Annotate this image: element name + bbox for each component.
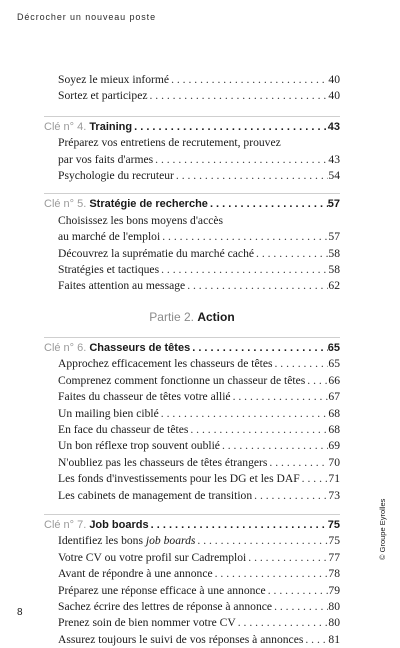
toc-entry-label: Un bon réflexe trop souvent oublié — [58, 439, 220, 453]
label-emphasis: job boards — [145, 534, 196, 548]
toc-entry — [44, 488, 340, 504]
dot-leader — [149, 517, 328, 533]
toc-entry-label: Faites du chasseur de têtes votre allié — [58, 390, 231, 404]
key-title: Stratégie de recherche — [89, 198, 208, 211]
toc-entry-page: 65 — [328, 357, 340, 371]
dot-leader — [220, 438, 328, 454]
key-prefix: Clé n° 6. — [44, 341, 87, 354]
toc-entry — [44, 262, 340, 278]
page-number: 8 — [17, 607, 23, 618]
toc-entry-page: 40 — [328, 89, 340, 103]
key-4-heading — [44, 119, 340, 135]
toc-entry-page: 80 — [328, 599, 340, 613]
dot-leader — [236, 615, 329, 631]
part-name: Action — [197, 309, 235, 324]
toc-entry — [44, 599, 340, 615]
toc-entry-page: 40 — [328, 73, 340, 86]
dot-leader — [272, 599, 328, 615]
toc-entry-page: 69 — [328, 439, 340, 453]
dot-leader — [190, 340, 328, 356]
toc-entry-label: Sachez écrire des lettres de réponse à annonce — [58, 599, 273, 613]
dot-leader — [267, 455, 328, 471]
toc-entry — [44, 632, 340, 648]
dot-leader — [185, 278, 328, 294]
toc-entry-page: 68 — [328, 406, 340, 420]
dot-leader — [300, 471, 329, 487]
toc-entry-label: Préparez une réponse efficace à une annonce — [58, 583, 266, 597]
dot-leader — [303, 632, 328, 648]
dot-leader — [254, 246, 328, 262]
toc-entry-page: 80 — [328, 616, 340, 630]
dot-leader — [153, 152, 328, 168]
dot-leader — [266, 583, 329, 599]
toc-entry-page: 43 — [328, 152, 340, 166]
key-5-heading — [44, 196, 340, 212]
dot-leader — [147, 88, 328, 104]
dot-leader — [159, 406, 329, 422]
dot-leader — [160, 229, 328, 245]
toc-entry-page: 58 — [328, 263, 340, 277]
toc-entry — [44, 229, 340, 245]
toc-entry-page: 58 — [328, 246, 340, 260]
toc-entry-label: Psychologie du recruteur — [58, 169, 174, 183]
section-divider — [44, 116, 340, 117]
toc-entry-label: Comprenez comment fonctionne un chasseur de têtes — [58, 373, 306, 387]
toc-entry-page: 79 — [328, 583, 340, 597]
part-prefix: Partie 2. — [149, 309, 194, 324]
toc-entry-page: 54 — [328, 169, 340, 183]
toc-entry — [44, 615, 340, 631]
toc-entry-page: 78 — [328, 567, 340, 581]
dot-leader — [273, 356, 329, 372]
running-header: Décrocher un nouveau poste — [17, 12, 156, 22]
dot-leader — [305, 373, 328, 389]
label-text: Identifiez les bons — [58, 534, 146, 548]
toc-entry-label: Avant de répondre à une annonce — [58, 567, 213, 581]
toc-entry-label: Soyez le mieux informé — [58, 73, 170, 86]
toc-entry — [44, 168, 340, 184]
key-prefix: Clé n° 7. — [44, 518, 87, 531]
section-divider — [44, 337, 340, 338]
toc-entry-label: Un mailing bien ciblé — [58, 406, 159, 420]
toc-entry-page: 67 — [328, 390, 340, 404]
toc-entry-line: Préparez vos entretiens de recrutement, prouvez — [58, 136, 281, 150]
toc-entry — [44, 152, 340, 168]
dot-leader — [188, 422, 328, 438]
dot-leader — [169, 72, 328, 88]
section-divider — [44, 193, 340, 194]
dot-leader — [208, 196, 328, 212]
key-6-heading — [44, 340, 340, 356]
toc-entry — [44, 550, 340, 566]
key-7-heading — [44, 517, 340, 533]
toc-entry-page: 62 — [328, 279, 340, 293]
toc-entry — [44, 455, 340, 471]
toc-entry-page: 81 — [328, 632, 340, 646]
toc-entry-label: Assurez toujours le suivi de vos réponses à annonces — [58, 632, 304, 646]
toc-entry — [44, 583, 340, 599]
toc-entry-label: Votre CV ou votre profil sur Cadremploi — [58, 550, 247, 564]
toc-entry-label: au marché de l'emploi — [58, 230, 161, 244]
key-page: 75 — [327, 518, 340, 531]
toc-entry — [44, 422, 340, 438]
key-page: 65 — [327, 341, 340, 354]
toc-entry-label: Les cabinets de management de transition — [58, 488, 253, 502]
key-page: 43 — [327, 120, 340, 133]
dot-leader — [213, 566, 329, 582]
toc-entry-label: par vos faits d'armes — [58, 152, 154, 166]
toc-entry-page: 77 — [328, 550, 340, 564]
dot-leader — [132, 119, 328, 135]
toc-entry-label: Sortez et participez — [58, 89, 148, 103]
toc-entry-page: 70 — [328, 455, 340, 469]
toc-entry — [44, 406, 340, 422]
toc-entry — [44, 88, 340, 104]
section-divider — [44, 514, 340, 515]
dot-leader — [252, 488, 328, 504]
toc-entry — [44, 373, 340, 389]
toc-entry-label: Faites attention au message — [58, 279, 186, 293]
dot-leader — [174, 168, 329, 184]
toc-entry-page: 73 — [328, 488, 340, 502]
dot-leader — [159, 262, 328, 278]
toc-entry — [44, 533, 340, 549]
toc-entry — [44, 471, 340, 487]
key-prefix: Clé n° 4. — [44, 120, 87, 133]
toc-entry-label: N'oubliez pas les chasseurs de têtes étrangers — [58, 455, 268, 469]
toc-entry-label: En face du chasseur de têtes — [58, 422, 189, 436]
toc-entry — [44, 72, 340, 88]
toc-entry-page: 57 — [328, 230, 340, 244]
toc-entry-page: 75 — [328, 534, 340, 548]
toc-entry — [44, 566, 340, 582]
toc-entry-line: Choisissez les bons moyens d'accès — [58, 213, 224, 227]
toc-entry-label: Les fonds d'investissements pour les DG et les DAF — [58, 472, 300, 486]
toc-entry — [44, 389, 340, 405]
toc-entry — [44, 356, 340, 372]
key-title: Chasseurs de têtes — [89, 341, 191, 354]
key-prefix: Clé n° 5. — [44, 198, 87, 211]
toc-entry-label: Prenez soin de bien nommer votre CV — [58, 616, 236, 630]
toc-entry-label: Découvrez la suprématie du marché caché — [58, 246, 255, 260]
part-heading — [44, 309, 340, 325]
copyright-notice: © Groupe Eyrolles — [378, 498, 387, 560]
toc-entry-label: Approchez efficacement les chasseurs de têtes — [58, 357, 273, 371]
toc-entry — [44, 438, 340, 454]
toc-entry-page: 66 — [328, 373, 340, 387]
key-page: 57 — [327, 198, 340, 211]
toc-entry-page: 68 — [328, 422, 340, 436]
toc-entry — [44, 246, 340, 262]
dot-leader — [246, 550, 328, 566]
toc-entry — [44, 278, 340, 294]
dot-leader — [231, 389, 329, 405]
toc-entry-label — [58, 533, 195, 549]
toc-entry-label: Stratégies et tactiques — [58, 263, 160, 277]
key-title: Training — [89, 120, 133, 133]
key-title: Job boards — [89, 518, 149, 531]
toc-entry-page: 71 — [328, 472, 340, 486]
dot-leader — [195, 533, 328, 549]
table-of-contents — [44, 72, 340, 648]
